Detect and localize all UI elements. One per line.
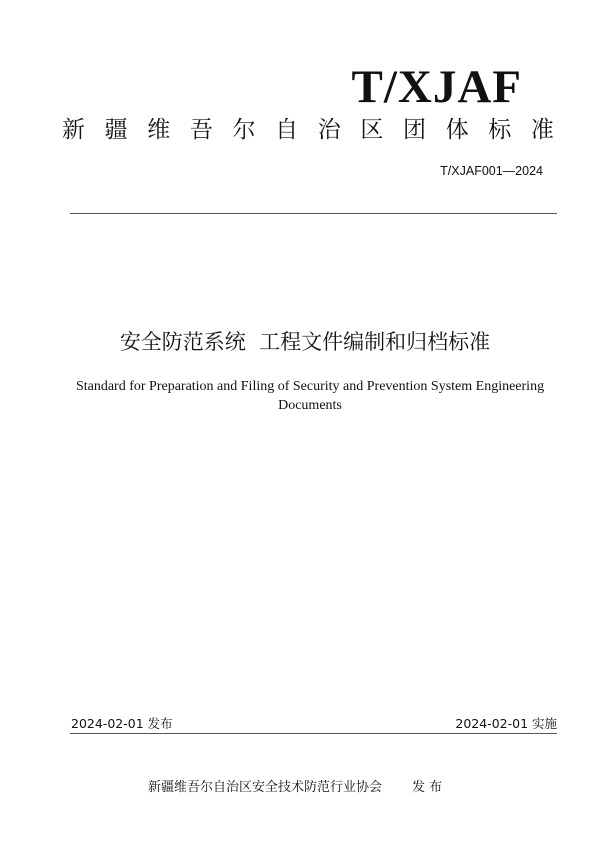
org-char: 维 [147, 117, 171, 143]
document-title-en [60, 377, 560, 415]
org-char: 自 [275, 117, 299, 143]
implement-date: 2024-02-01 实施 [455, 716, 557, 731]
issuer-name: 新疆维吾尔自治区安全技术防范行业协会 [148, 780, 383, 795]
document-title-zh: 安全防范系统 工程文件编制和归档标准 [119, 330, 491, 354]
standard-logo: T/XJAF [351, 61, 522, 113]
org-char: 准 [530, 117, 554, 143]
top-divider [70, 213, 557, 214]
title-en-line: Standard for Preparation and Filing of Security and Prevention System Engineering [75, 379, 545, 394]
standard-code: T/XJAF001—2024 [440, 164, 543, 178]
org-char: 治 [317, 117, 341, 143]
issuer-action: 发 布 [412, 780, 443, 795]
org-char: 区 [360, 117, 384, 143]
publish-date: 2024-02-01 发布 [71, 716, 173, 731]
org-char: 疆 [104, 117, 128, 143]
org-char: 体 [445, 117, 469, 143]
org-char: 尔 [232, 117, 256, 143]
issuer [148, 776, 442, 795]
org-char: 新 [62, 117, 85, 143]
title-en-line: Documents [278, 398, 342, 413]
standard-type-heading [62, 114, 554, 146]
org-char: 团 [403, 117, 426, 143]
org-char: 吾 [189, 117, 213, 143]
org-char: 标 [488, 117, 512, 143]
bottom-divider [70, 733, 557, 734]
